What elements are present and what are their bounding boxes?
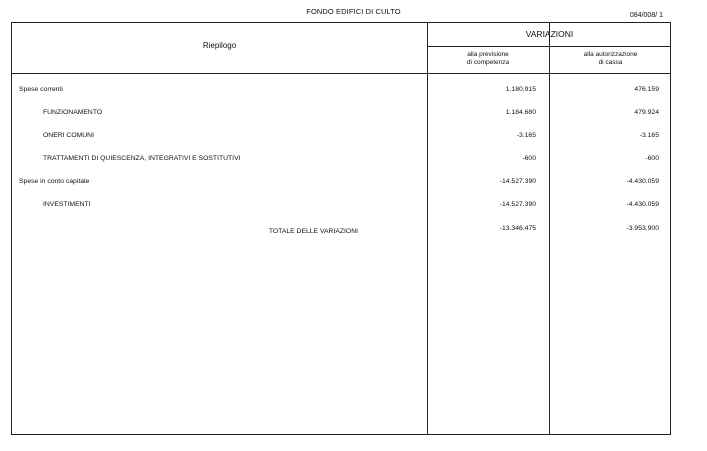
row-label-funzionamento: FUNZIONAMENTO [43, 109, 103, 116]
row-value-cassa: -4.430.059 [626, 178, 659, 185]
total-value-competenza: -13.346.475 [499, 225, 536, 232]
cassa-header-line1: alla autorizzazione [583, 51, 638, 58]
summary-table [11, 22, 671, 435]
total-label: TOTALE DELLE VARIAZIONI [268, 228, 358, 235]
competenza-header-line1: alla previsione [467, 51, 509, 58]
row-value-competenza: 1.180.915 [505, 86, 536, 93]
document-title: FONDO EDIFICI DI CULTO [306, 7, 401, 16]
row-value-competenza: 1.184.680 [505, 109, 536, 116]
header-bottom-divider [12, 73, 670, 74]
row-value-competenza: -14.527.390 [499, 178, 536, 185]
competenza-header [427, 51, 549, 66]
row-label-investimenti: INVESTIMENTI [43, 201, 91, 208]
row-value-cassa: -600 [645, 155, 659, 162]
row-label-spese-conto-capitale: Spese in conto capitale [19, 178, 90, 185]
row-label-spese-correnti: Spese correnti [19, 86, 63, 93]
cassa-header-line2: di cassa [598, 58, 623, 66]
row-value-competenza: -600 [522, 155, 536, 162]
row-label-trattamenti: TRATTAMENTI DI QUIESCENZA, INTEGRATIVI E SOSTITUTIVI [43, 155, 241, 162]
row-value-cassa: -4.430.059 [626, 201, 659, 208]
page-code: 084/008/ 1 [629, 12, 663, 19]
row-value-cassa: -3.165 [639, 132, 659, 139]
competenza-header-line2: di competenza [466, 58, 510, 66]
riepilogo-header: Riepilogo [202, 41, 237, 50]
total-value-cassa: -3.953.900 [626, 225, 659, 232]
row-value-cassa: 479.924 [634, 109, 659, 116]
row-value-cassa: 476.159 [634, 86, 659, 93]
row-label-oneri-comuni: ONERI COMUNI [43, 132, 94, 139]
cassa-header [549, 51, 672, 66]
row-value-competenza: -3.165 [516, 132, 536, 139]
row-value-competenza: -14.527.390 [499, 201, 536, 208]
variazioni-header: VARIAZIONI [525, 29, 574, 39]
group-header-divider [427, 46, 670, 47]
